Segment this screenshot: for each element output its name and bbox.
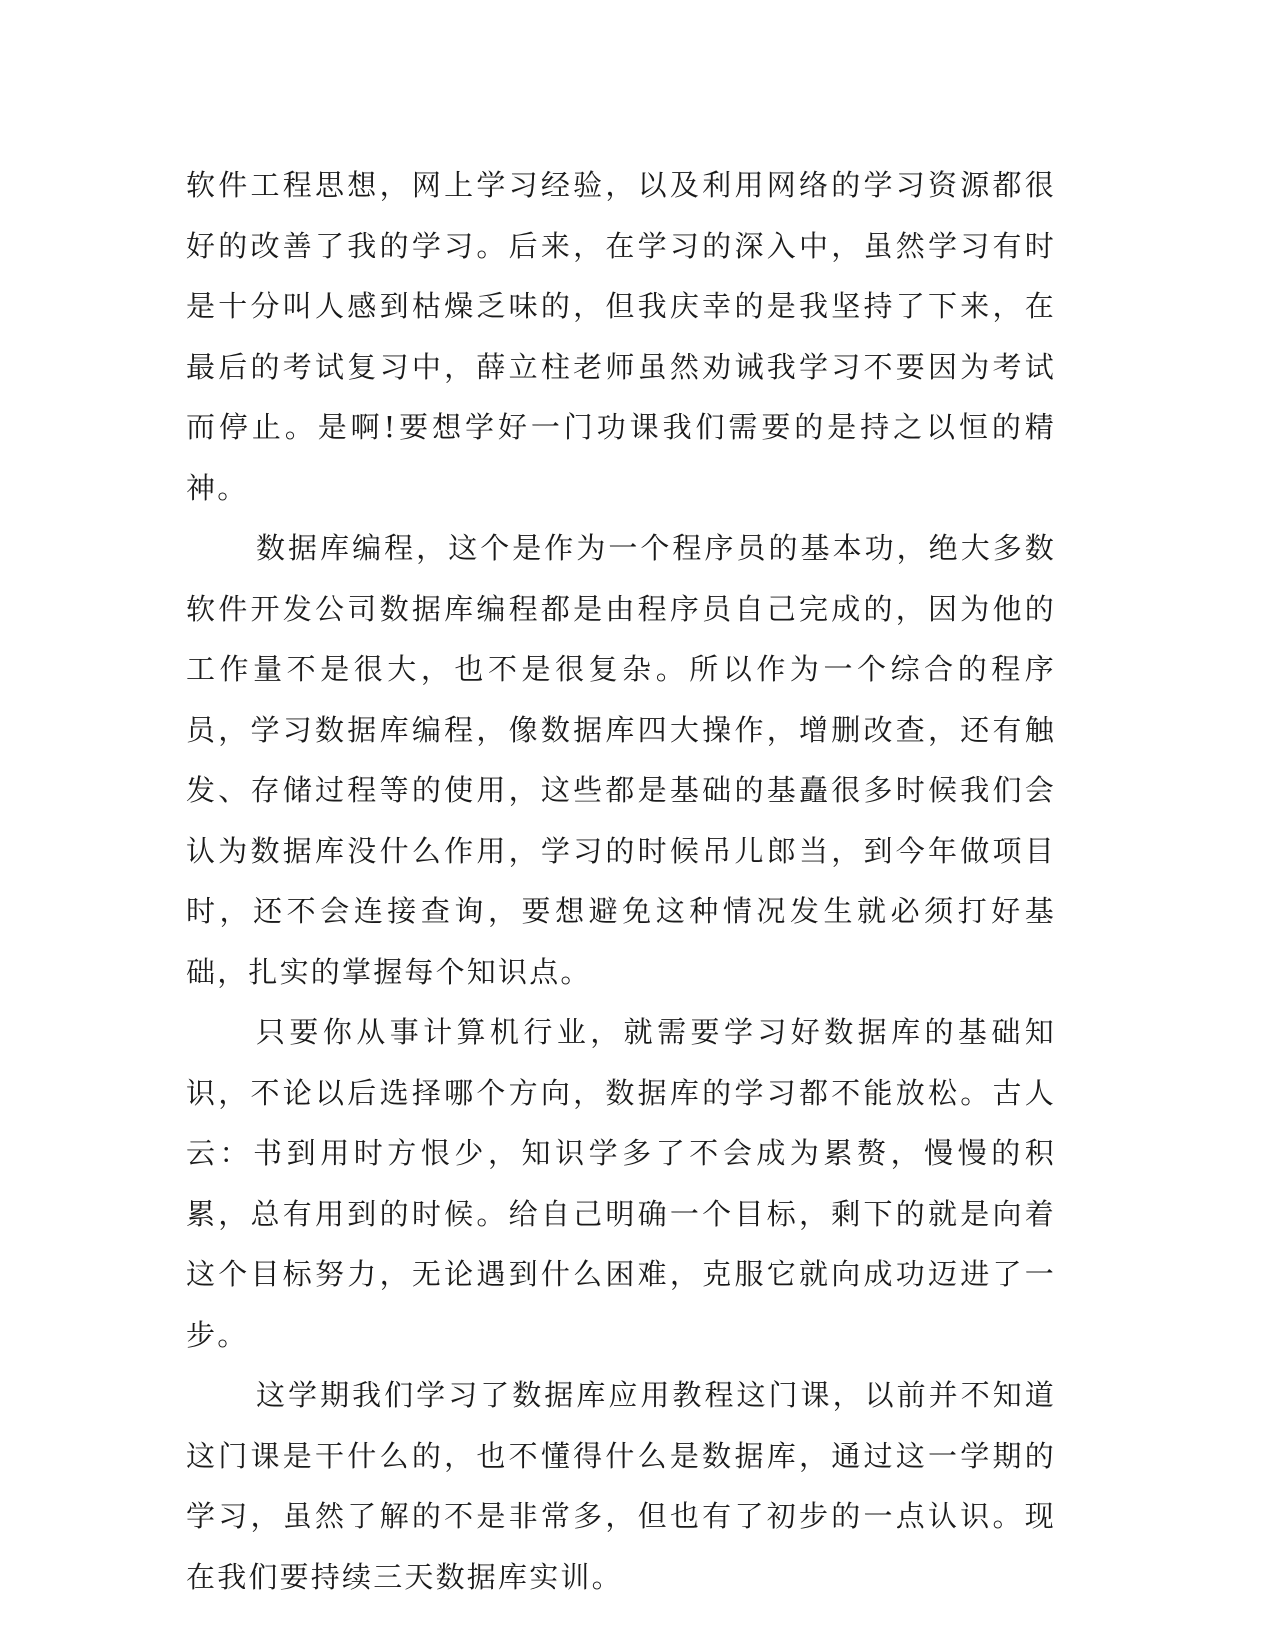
paragraph-database-programming: 数据库编程，这个是作为一个程序员的基本功，绝大多数软件开发公司数据库编程都是由程序员自己完成的，因为他的工作量不是很大，也不是很复杂。所以作为一个综合的程序员，学习数据库编程，像数据库四大操作，增删改查，还有触发、存储过程等的使用，这些都是基础的基矗很多时候我们会认为数据库没什么作用，学习的时候吊儿郎当，到今年做项目时，还不会连接查询，要想避免这种情况发生就必须打好基础，扎实的掌握每个知识点。: [186, 531, 1056, 989]
paragraph-this-semester: 这学期我们学习了数据库应用教程这门课，以前并不知道这门课是干什么的，也不懂得什么是数据库，通过这一学期的学习，虽然了解的不是非常多，但也有了初步的一点认识。现在我们要持续三天数据库实训。: [186, 1378, 1056, 1594]
paragraph-computer-industry: 只要你从事计算机行业，就需要学习好数据库的基础知识，不论以后选择哪个方向，数据库的学习都不能放松。古人云：书到用时方恨少，知识学多了不会成为累赘，慢慢的积累，总有用到的时候。给自己明确一个目标，剩下的就是向着这个目标努力，无论遇到什么困难，克服它就向成功迈进了一步。: [186, 1015, 1056, 1352]
paragraph-continuation: 软件工程思想，网上学习经验，以及利用网络的学习资源都很好的改善了我的学习。后来，在学习的深入中，虽然学习有时是十分叫人感到枯燥乏味的，但我庆幸的是我坚持了下来，在最后的考试复习中，薛立柱老师虽然劝诫我学习不要因为考试而停止。是啊!要想学好一门功课我们需要的是持之以恒的精神。: [186, 168, 1056, 505]
document-body: [186, 155, 1056, 1607]
